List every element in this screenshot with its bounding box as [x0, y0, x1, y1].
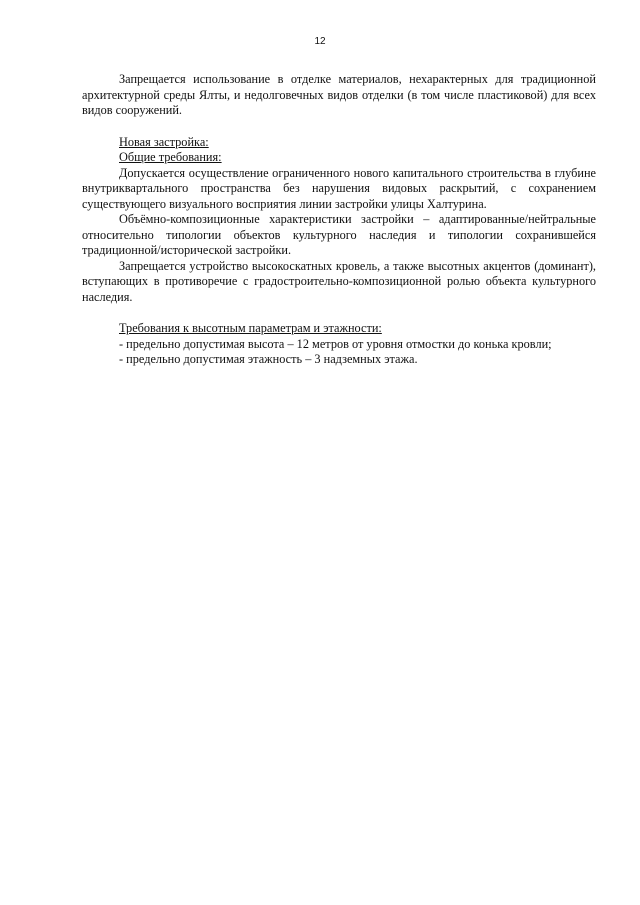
document-body	[82, 72, 596, 368]
paragraph-roof-restriction: Запрещается устройство высокоскатных кровель, а также высотных акцентов (доминант), вступающих в противоречие с градостроительно-композиционной ролью объекта культурного наследия.	[82, 258, 596, 304]
section-heading-general-requirements: Общие требования:	[119, 150, 222, 164]
page-number: 12	[314, 36, 326, 47]
section-heading-new-construction: Новая застройка:	[119, 134, 209, 149]
spacer	[82, 305, 596, 321]
spacer	[82, 119, 596, 135]
paragraph-volume-characteristics: Объёмно-композиционные характеристики застройки – адаптированные/нейтральные относительно типологии объектов культурного наследия и типологии сохранившейся традиционной/исторической застройки.	[82, 212, 596, 257]
list-item-max-floors: - предельно допустимая этажность – 3 надземных этажа.	[119, 352, 418, 366]
paragraph-construction-allowed: Допускается осуществление ограниченного нового капитального строительства в глубине внутриквартального пространства без нарушения видовых раскрытий, с сохранением существующего визуального восприятия линии застройки улицы Халтурина.	[82, 165, 596, 211]
paragraph-finishing-restriction: Запрещается использование в отделке материалов, нехарактерных для традиционной архитектурной среды Ялты, и недолговечных видов отделки (в том числе пластиковой) для всех видов сооружений.	[82, 72, 596, 117]
list-item-max-height: - предельно допустимая высота – 12 метров от уровня отмостки до конька кровли;	[119, 336, 552, 351]
section-heading-height-requirements: Требования к высотным параметрам и этажности:	[119, 321, 382, 335]
